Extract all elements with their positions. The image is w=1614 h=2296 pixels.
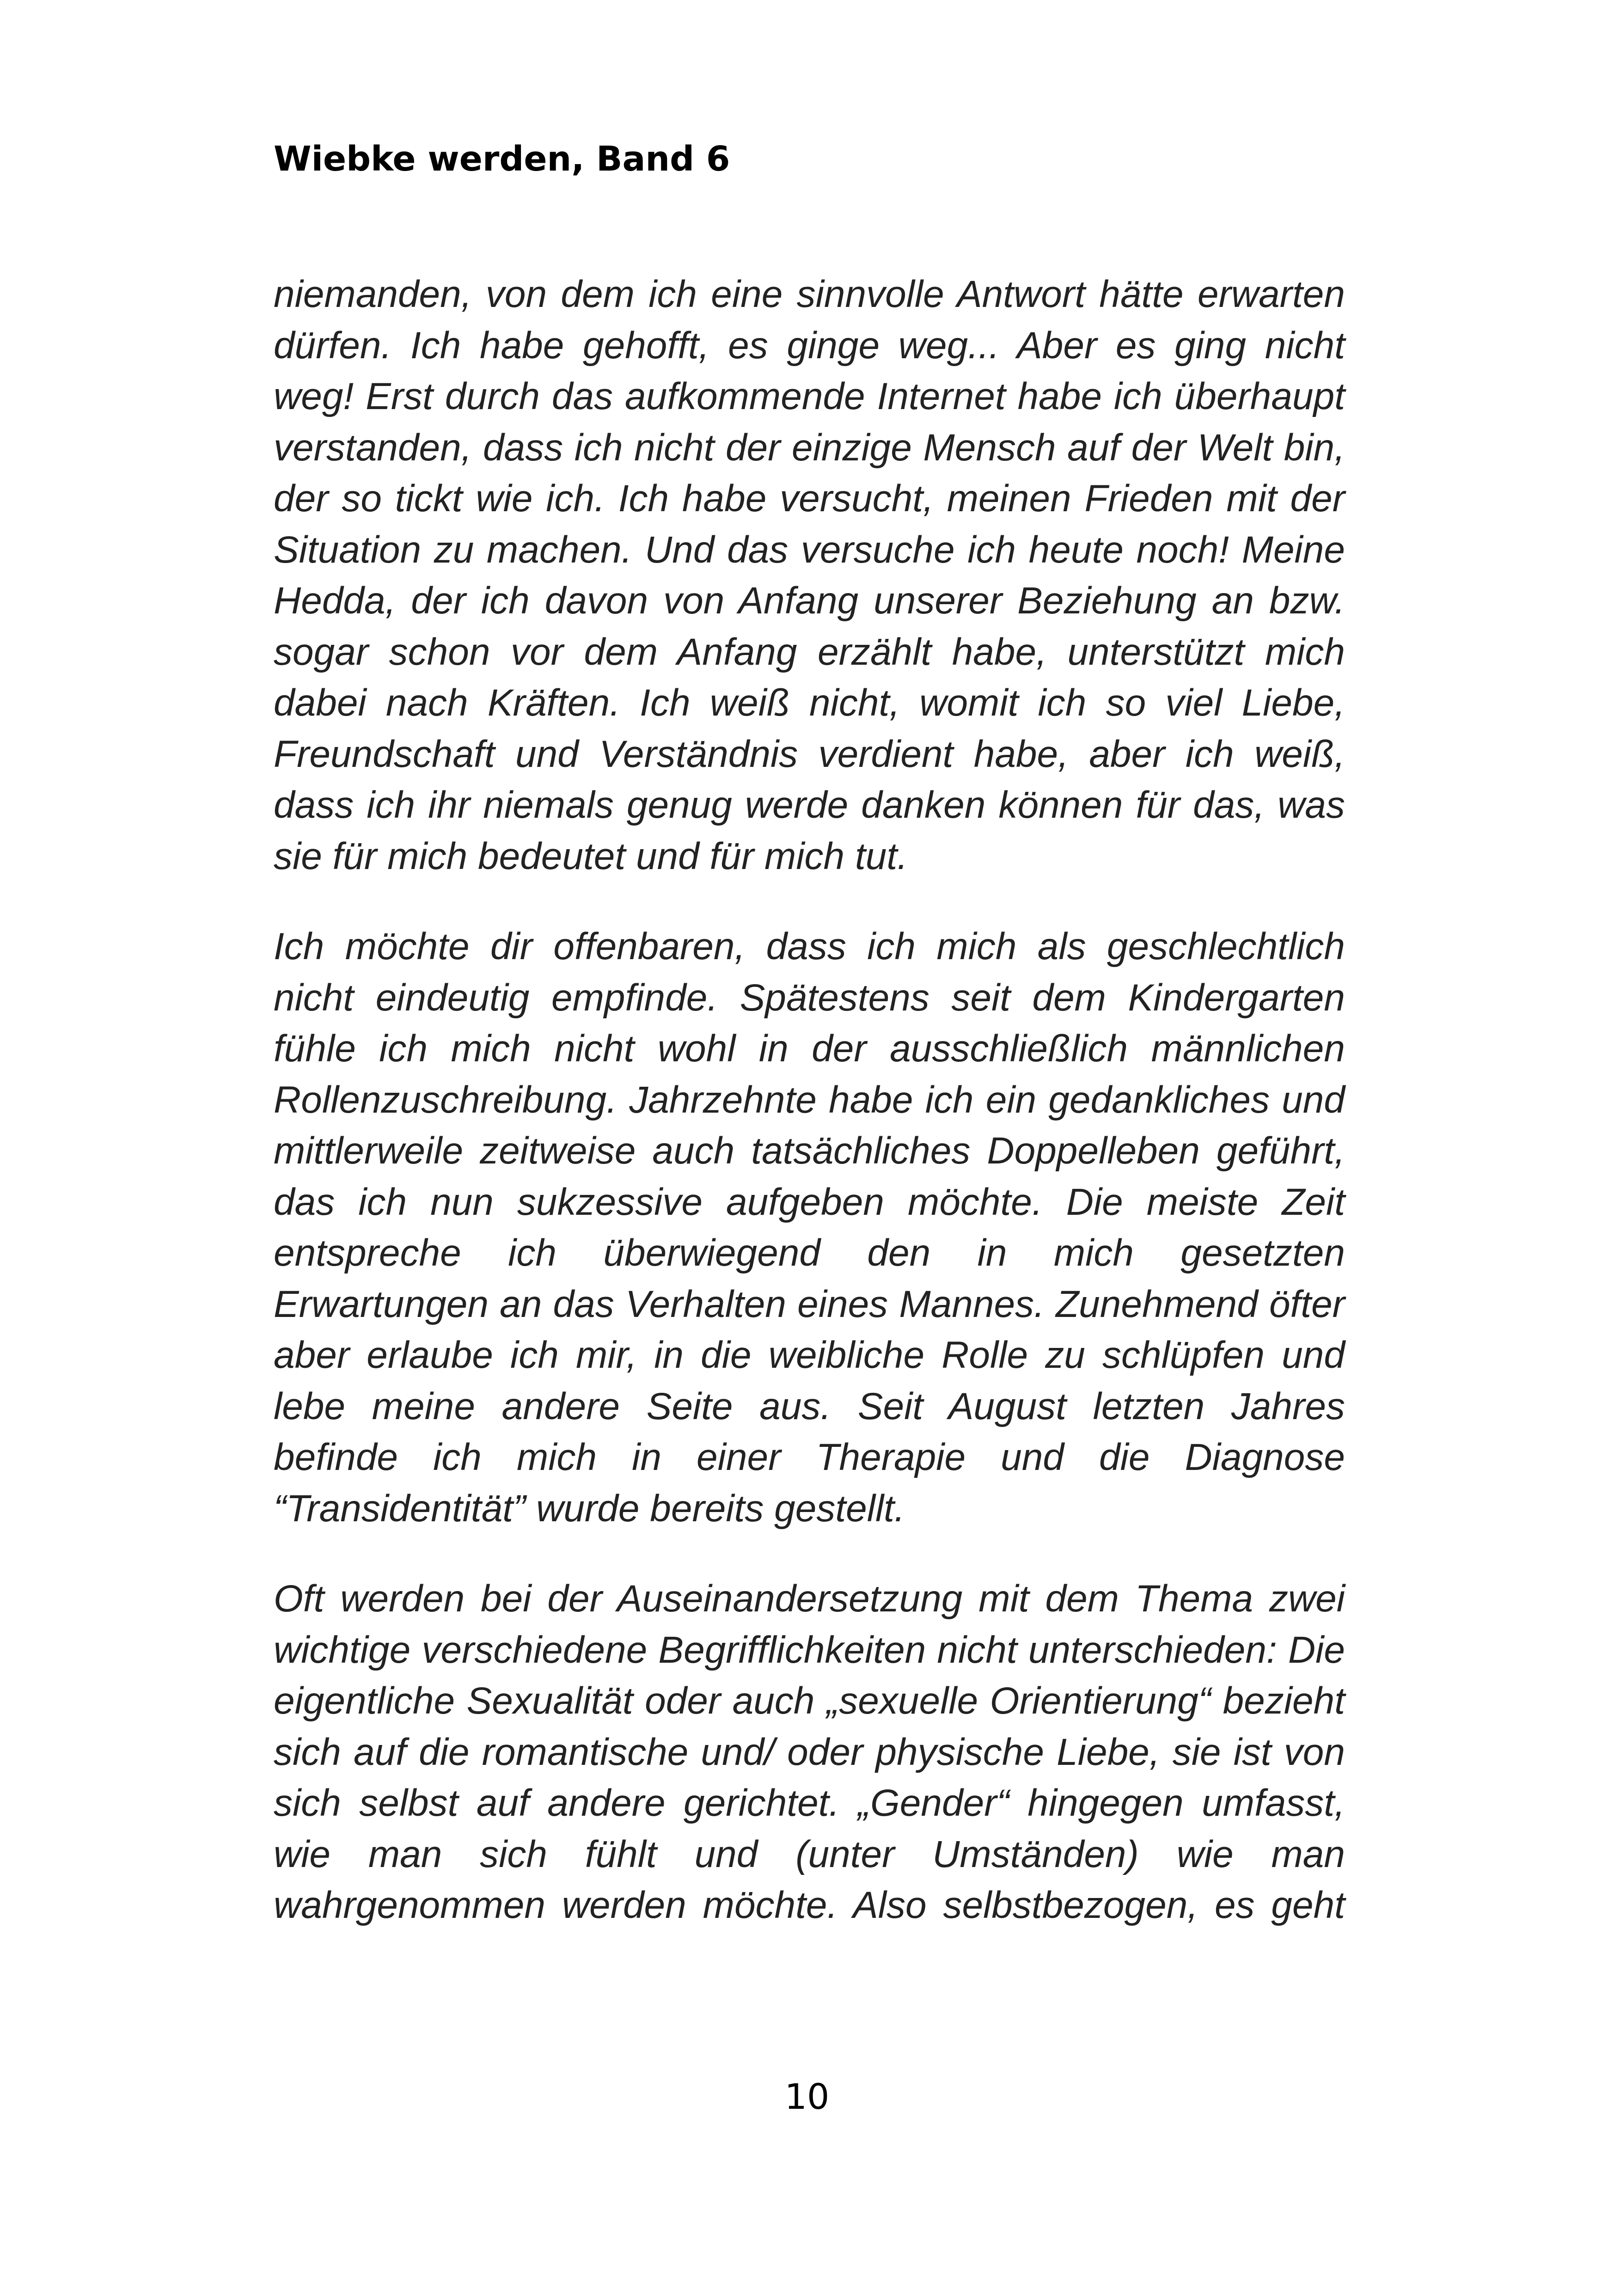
paragraph: niemanden, von dem ich eine sinnvolle Antwort hätte erwarten dürfen. Ich habe gehofft, es ginge weg... Aber es ging nicht weg! Erst durch das aufkommende Internet habe ich überhaupt verstanden, dass ich nicht der einzige Mensch auf der Welt bin, der so tickt wie ich. Ich habe versucht, meinen Frieden mit der Situation zu machen. Und das versuche ich heute noch! Meine Hedda, der ich davon von Anfang unserer Beziehung an bzw. sogar schon vor dem Anfang erzählt habe, unterstützt mich dabei nach Kräften. Ich weiß nicht, womit ich so viel Liebe, Freundschaft und Verständnis verdient habe, aber ich weiß, dass ich ihr niemals genug werde danken können für das, was sie für mich bedeutet und für mich tut. xyxy=(274,273,1345,877)
paragraph: Ich möchte dir offenbaren, dass ich mich als geschlechtlich nicht eindeutig empfinde. Spätestens seit dem Kindergarten fühle ich mich nicht wohl in der ausschließlich männlichen Rollenzuschreibung. Jahrzehnte habe ich ein gedankliches und mittlerweile zeitweise auch tatsächliches Doppelleben geführt, das ich nun sukzessive aufgeben möchte. Die meiste Zeit entspreche ich überwiegend den in mich gesetzten Erwartungen an das Verhalten eines Mannes. Zunehmend öfter aber erlaube ich mir, in die weibliche Rolle zu schlüpfen und lebe meine andere Seite aus. Seit August letzten Jahres befinde ich mich in einer Therapie und die Diagnose “Transidentität” wurde bereits gestellt. xyxy=(274,925,1345,1530)
running-header: Wiebke werden, Band 6 xyxy=(274,139,730,179)
body-text xyxy=(274,269,1345,1931)
page-number: 10 xyxy=(784,2076,830,2117)
paragraph: Oft werden bei der Auseinandersetzung mit dem Thema zwei wichtige verschiedene Begrifflichkeiten nicht unterschieden: Die eigentliche Sexualität oder auch „sexuelle Orientierung“ bezieht sich auf die romantische und/ oder physische Liebe, sie ist von sich selbst auf andere gerichtet. „Gender“ hingegen umfasst, wie man sich fühlt und (unter Umständen) wie man wahrgenommen werden möchte. Also selbstbezogen, es geht xyxy=(274,1578,1345,1926)
